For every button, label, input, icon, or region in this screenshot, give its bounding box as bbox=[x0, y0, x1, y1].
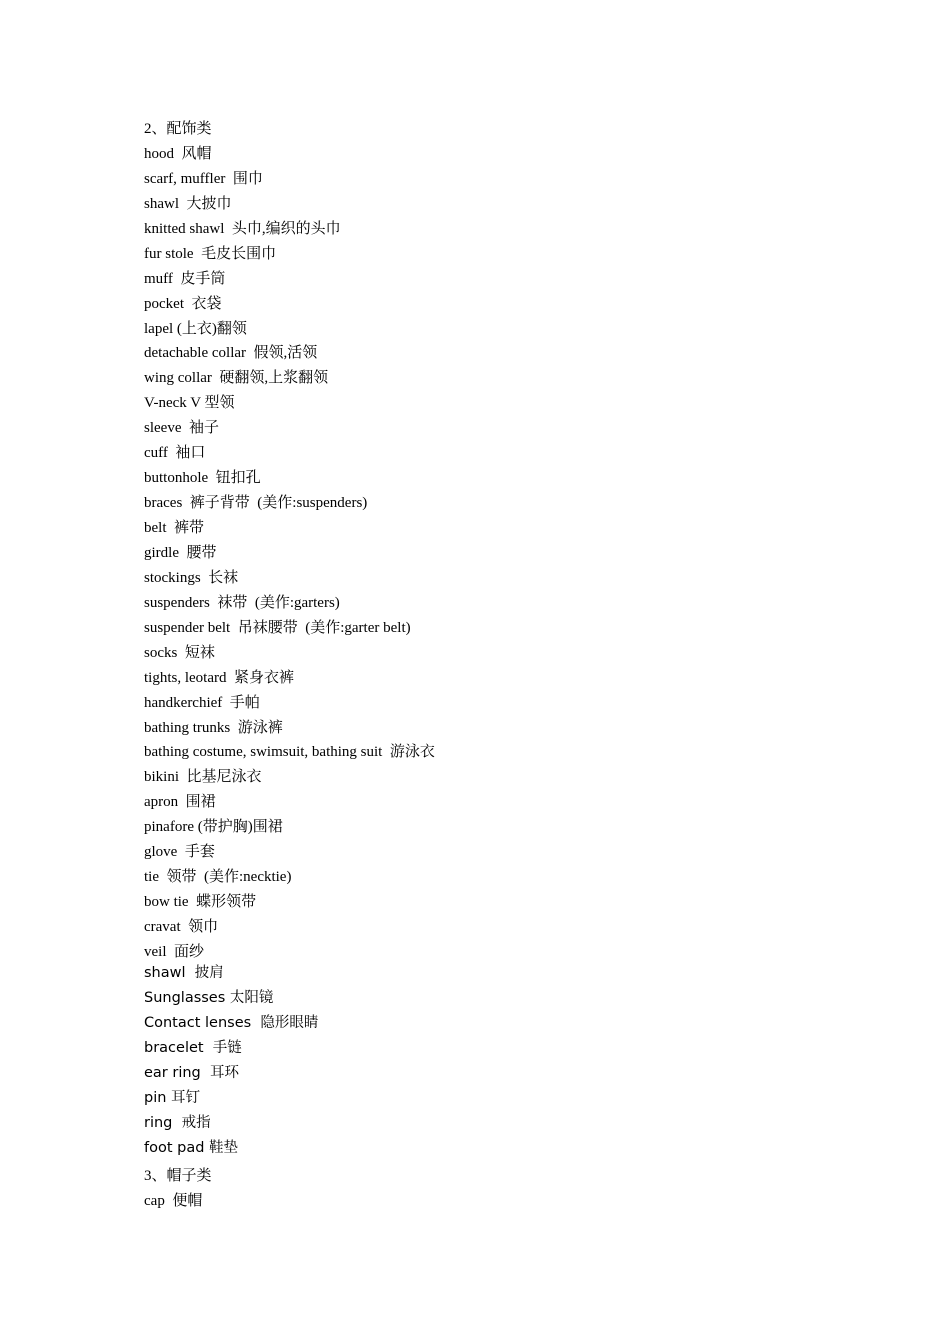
list-item: tie 领带 (美作:necktie) bbox=[144, 869, 292, 886]
section-2-heading: 2、配饰类 bbox=[144, 121, 212, 137]
list-item: belt 裤带 bbox=[144, 520, 204, 536]
list-item: veil 面纱 bbox=[144, 943, 204, 960]
list-item: shawl 披肩 bbox=[144, 964, 224, 981]
list-item: stockings 长袜 bbox=[144, 569, 239, 586]
list-item: bathing trunks 游泳裤 bbox=[144, 719, 283, 736]
list-item: scarf, muffler 围巾 bbox=[144, 170, 263, 187]
list-item: buttonhole 钮扣孔 bbox=[144, 470, 261, 487]
list-item: ear ring 耳环 bbox=[144, 1064, 239, 1081]
list-item: apron 围裙 bbox=[144, 794, 216, 811]
list-item: ring 戒指 bbox=[144, 1114, 211, 1131]
list-item: V-neck V 型领 bbox=[144, 395, 235, 412]
list-item: cuff 袖口 bbox=[144, 445, 206, 462]
list-item: Sunglasses 太阳镜 bbox=[144, 989, 274, 1006]
list-item: handkerchief 手帕 bbox=[144, 694, 260, 711]
list-item: Contact lenses 隐形眼睛 bbox=[144, 1014, 319, 1031]
list-item: muff 皮手筒 bbox=[144, 270, 226, 287]
list-item: pocket 衣袋 bbox=[144, 295, 222, 312]
list-item: shawl 大披巾 bbox=[144, 195, 232, 212]
list-item: braces 裤子背带 (美作:suspenders) bbox=[144, 495, 368, 512]
section-3-heading: 3、帽子类 bbox=[144, 1167, 212, 1184]
list-item: lapel (上衣)翻领 bbox=[144, 320, 247, 337]
list-item: pin 耳钉 bbox=[144, 1089, 201, 1106]
list-item: foot pad 鞋垫 bbox=[144, 1139, 239, 1156]
list-item: tights, leotard 紧身衣裤 bbox=[144, 669, 294, 686]
list-item: cap 便帽 bbox=[144, 1192, 203, 1209]
list-item: bathing costume, swimsuit, bathing suit 游泳衣 bbox=[144, 744, 435, 761]
list-item: cravat 领巾 bbox=[144, 919, 219, 935]
list-item: bikini 比基尼泳衣 bbox=[144, 769, 262, 786]
list-item: glove 手套 bbox=[144, 844, 215, 861]
list-item: hood 风帽 bbox=[144, 145, 212, 162]
list-item: suspenders 袜带 (美作:garters) bbox=[144, 594, 340, 611]
section-3-list bbox=[144, 1189, 904, 1214]
list-item: suspender belt 吊袜腰带 (美作:garter belt) bbox=[144, 619, 411, 636]
list-item: sleeve 袖子 bbox=[144, 420, 219, 437]
list-item: detachable collar 假领,活领 bbox=[144, 345, 318, 362]
list-item: socks 短袜 bbox=[144, 644, 215, 661]
list-item: knitted shawl 头巾,编织的头巾 bbox=[144, 220, 341, 237]
section-2-extra-list bbox=[144, 961, 904, 1161]
list-item: bracelet 手链 bbox=[144, 1039, 242, 1056]
list-item: wing collar 硬翻领,上浆翻领 bbox=[144, 370, 329, 387]
list-item: girdle 腰带 bbox=[144, 544, 217, 561]
list-item: fur stole 毛皮长围巾 bbox=[144, 245, 277, 262]
document-page bbox=[144, 117, 904, 1214]
list-item: pinafore (带护胸)围裙 bbox=[144, 819, 283, 836]
list-item: bow tie 蝶形领带 bbox=[144, 894, 257, 911]
section-2-list bbox=[144, 142, 904, 961]
